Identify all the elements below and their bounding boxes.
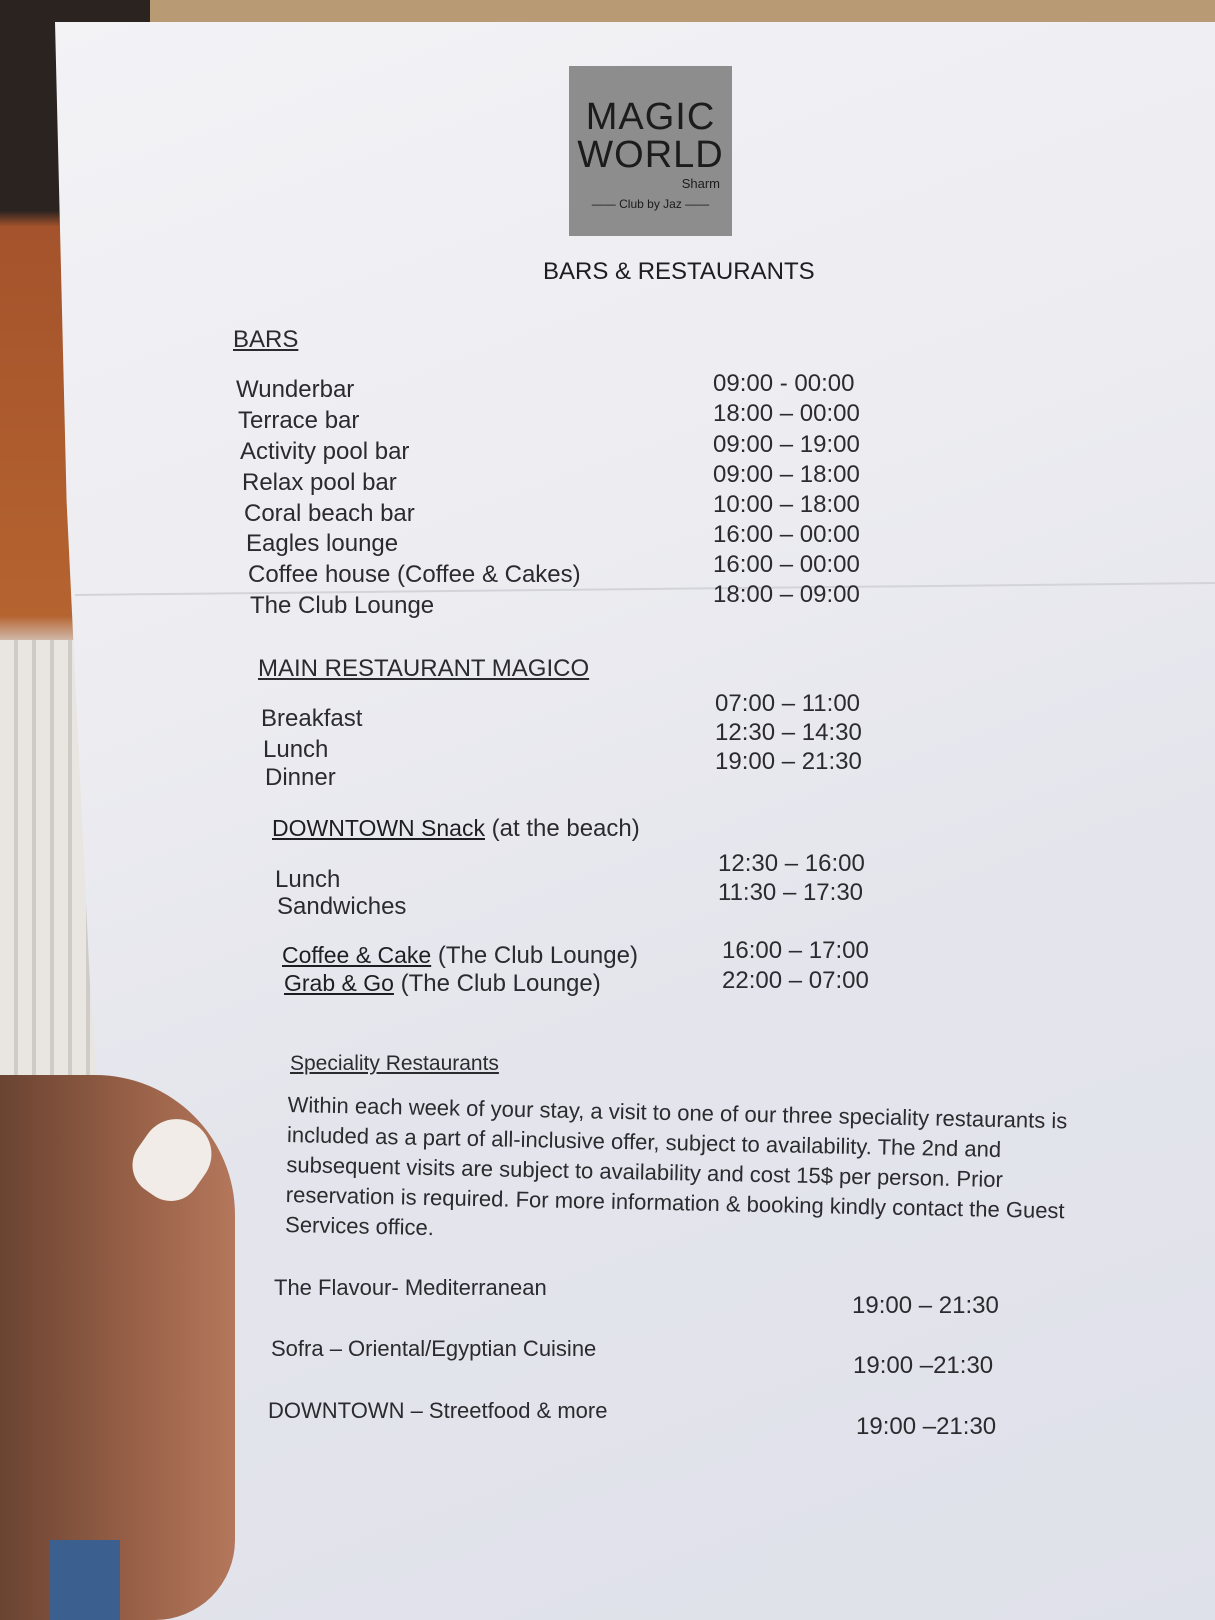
restaurant-hours: 19:00 –21:30	[853, 1352, 994, 1379]
club-item-name: Coffee & Cake	[282, 942, 432, 968]
meal-hours: 19:00 – 21:30	[715, 748, 862, 775]
meal-hours: 12:30 – 14:30	[715, 719, 862, 746]
downtown-snack-subtitle: (at the beach)	[491, 815, 640, 842]
bar-hours: 18:00 – 09:00	[713, 581, 860, 608]
bar-name: Terrace bar	[238, 407, 360, 434]
downtown-snack-heading	[272, 815, 640, 843]
club-item-note: (The Club Lounge)	[400, 970, 601, 997]
club-item-hours: 16:00 – 17:00	[722, 937, 869, 964]
bar-name: Coffee house (Coffee & Cakes)	[248, 561, 581, 588]
speciality-restaurant	[271, 1336, 596, 1362]
logo-line2: WORLD	[577, 134, 724, 176]
bar-name: Eagles lounge	[246, 530, 399, 557]
logo-line1: MAGIC	[585, 96, 716, 138]
speciality-restaurant	[268, 1398, 607, 1424]
club-item-name: Grab & Go	[284, 970, 394, 996]
logo-location: Sharm	[681, 175, 720, 191]
downtown-snack-title: DOWNTOWN Snack	[272, 815, 485, 841]
sleeve	[50, 1540, 120, 1620]
bar-name: Wunderbar	[236, 376, 355, 403]
restaurant-cuisine: – Oriental/Egyptian Cuisine	[323, 1336, 597, 1361]
speciality-paragraph: Within each week of your stay, a visit to one of our three speciality restaurants is included as a part of all-inclusive offer, subject to availability. The 2nd and subsequent visits are subject to availability and cost 15$ per person. Prior reservation is required. For more information & booking kindly contact the Guest Services office.	[284, 1091, 1068, 1241]
restaurant-name: DOWNTOWN	[268, 1398, 405, 1423]
club-lounge-item	[282, 942, 638, 970]
logo-tagline: —— Club by Jaz ——	[591, 196, 710, 211]
bar-hours: 16:00 – 00:00	[713, 521, 860, 548]
bar-name: Coral beach bar	[244, 500, 415, 527]
bar-hours: 18:00 – 00:00	[713, 400, 860, 427]
club-lounge-item	[284, 970, 601, 998]
snack-hours: 12:30 – 16:00	[718, 850, 865, 877]
meal-hours: 07:00 – 11:00	[715, 690, 861, 717]
logo-tagline-text: Club by Jaz	[619, 196, 682, 211]
speciality-restaurant	[274, 1275, 547, 1301]
bar-name: Activity pool bar	[240, 438, 410, 465]
bar-hours: 09:00 – 19:00	[713, 431, 860, 458]
bar-hours: 09:00 - 00:00	[713, 370, 855, 397]
snack-name: Lunch	[275, 866, 341, 893]
bar-hours: 09:00 – 18:00	[713, 461, 860, 488]
restaurant-name: The Flavour	[274, 1275, 392, 1300]
meal-name: Breakfast	[261, 705, 363, 732]
meal-name: Lunch	[263, 736, 329, 763]
meal-name: Dinner	[265, 764, 336, 791]
snack-name: Sandwiches	[277, 893, 407, 920]
bar-name: The Club Lounge	[250, 592, 435, 619]
restaurant-cuisine: – Streetfood & more	[404, 1398, 608, 1423]
restaurant-hours: 19:00 – 21:30	[852, 1292, 999, 1319]
club-item-note: (The Club Lounge)	[437, 942, 638, 969]
hotel-logo	[569, 66, 732, 236]
speciality-heading: Speciality Restaurants	[290, 1052, 499, 1075]
bar-hours: 10:00 – 18:00	[713, 491, 860, 518]
main-restaurant-heading: MAIN RESTAURANT MAGICO	[258, 655, 590, 682]
restaurant-cuisine: - Mediterranean	[391, 1275, 547, 1300]
snack-hours: 11:30 – 17:30	[718, 879, 864, 906]
club-item-hours: 22:00 – 07:00	[722, 967, 869, 994]
bar-hours: 16:00 – 00:00	[713, 551, 860, 578]
bar-name: Relax pool bar	[242, 469, 397, 496]
page-title: BARS & RESTAURANTS	[543, 258, 815, 285]
bars-heading: BARS	[233, 326, 299, 353]
restaurant-hours: 19:00 –21:30	[856, 1413, 997, 1440]
restaurant-name: Sofra	[271, 1336, 324, 1361]
